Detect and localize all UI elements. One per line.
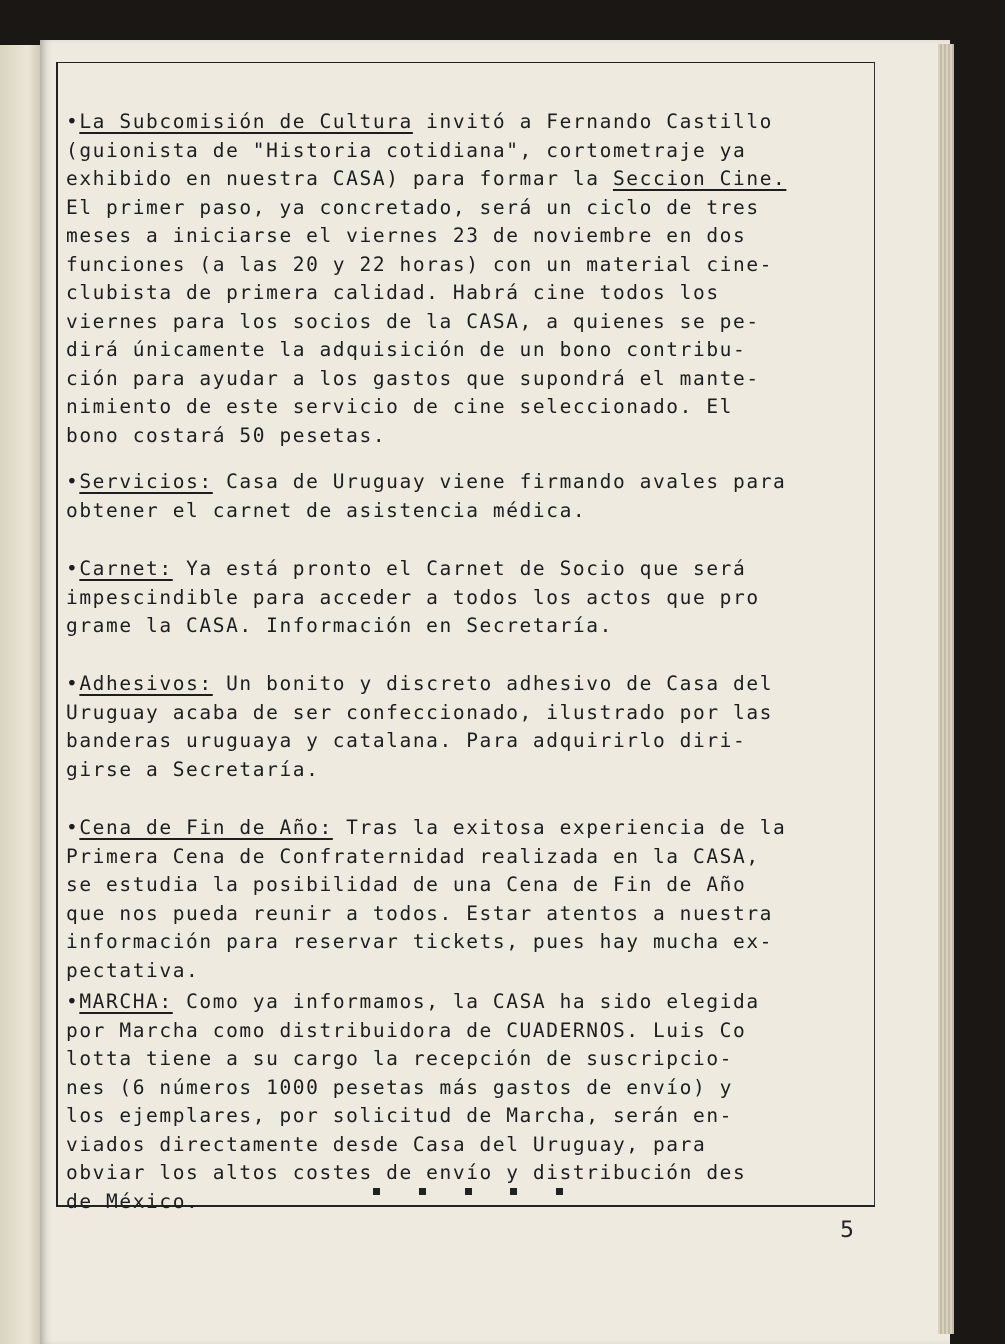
heading-carnet: Carnet:: [79, 557, 173, 580]
line: exhibido en nuestra CASA) para formar la: [66, 167, 613, 190]
line: (guionista de "Historia cotidiana", cortometraje ya: [66, 138, 747, 162]
line: Primera Cena de Confraternidad realizada en la CASA,: [66, 844, 760, 868]
line: invitó a Fernando Castillo: [412, 110, 774, 133]
bullet: •: [66, 110, 80, 133]
line: viernes para los socios de la CASA, a quienes se pe-: [66, 309, 760, 333]
square-dot-icon: [465, 1188, 472, 1195]
line: nes (6 números 1000 pesetas más gastos de envío) y: [66, 1075, 733, 1099]
square-dot-icon: [373, 1188, 380, 1195]
paragraph-servicios: [66, 468, 866, 525]
line: obviar los altos costes de envío y distribución des: [66, 1161, 747, 1184]
line: Como ya informamos, la CASA ha sido elegida: [172, 990, 760, 1013]
line: girse a Secretaría.: [66, 757, 320, 781]
heading-cultura: La Subcomisión de Cultura: [79, 110, 413, 133]
square-dot-icon: [510, 1188, 517, 1195]
bullet: •: [66, 672, 80, 695]
line: viados directamente desde Casa del Uruguay, para: [66, 1132, 707, 1156]
line: banderas uruguaya y catalana. Para adquirirlo diri-: [66, 729, 747, 752]
heading-cena: Cena de Fin de Año:: [79, 816, 333, 839]
line: pectativa.: [66, 958, 200, 982]
paragraph-marcha: [66, 988, 866, 1216]
line: información para reservar tickets, pues hay mucha ex-: [66, 930, 774, 953]
heading-servicios: Servicios:: [79, 470, 213, 493]
line: los ejemplares, por solicitud de Marcha, serán en-: [66, 1104, 733, 1127]
bullet: •: [66, 470, 80, 493]
line: Tras la exitosa experiencia de la: [332, 816, 787, 839]
line: bono costará 50 pesetas.: [66, 423, 387, 447]
bullet: •: [66, 557, 80, 580]
square-dot-icon: [556, 1188, 563, 1195]
bullet: •: [66, 990, 80, 1013]
bullet: •: [66, 816, 80, 839]
paragraph-cultura: [66, 108, 866, 450]
line: Ya está pronto el Carnet de Socio que será: [172, 557, 747, 580]
line: que nos pueda reunir a todos. Estar atentos a nuestra: [66, 901, 774, 925]
facing-page-edge: [0, 45, 40, 1344]
paragraph-adhesivos: [66, 670, 866, 784]
line: funciones (a las 20 y 22 horas) con un material cine-: [66, 252, 774, 276]
heading-marcha: MARCHA:: [79, 990, 173, 1013]
seccion-cine-link: Seccion Cine.: [612, 167, 787, 190]
line: lotta tiene a su cargo la recepción de suscripcio-: [66, 1047, 733, 1070]
line: por Marcha como distribuidora de CUADERNOS. Luis Co: [66, 1018, 747, 1042]
line: Uruguay acaba de ser confeccionado, ilustrado por las: [66, 700, 774, 724]
line: Casa de Uruguay viene firmando avales para: [212, 470, 787, 493]
page-number: 5: [840, 1218, 854, 1243]
line: dirá únicamente la adquisición de un bono contribu-: [66, 338, 747, 361]
line: impescindible para acceder a todos los actos que pro: [66, 585, 760, 609]
line: de México.: [66, 1189, 200, 1213]
line: Un bonito y discreto adhesivo de Casa del: [212, 672, 774, 695]
line: nimiento de este servicio de cine seleccionado. El: [66, 395, 733, 418]
line: obtener el carnet de asistencia médica.: [66, 498, 587, 522]
line: El primer paso, ya concretado, será un ciclo de tres: [66, 195, 760, 219]
page-stack-edge: [938, 44, 954, 1334]
line: clubista de primera calidad. Habrá cine todos los: [66, 281, 720, 304]
paragraph-carnet: [66, 555, 866, 641]
line: ción para ayudar a los gastos que supondrá el mante-: [66, 366, 760, 390]
end-dots: [373, 1188, 563, 1195]
line: meses a iniciarse el viernes 23 de noviembre en dos: [66, 224, 747, 247]
heading-adhesivos: Adhesivos:: [79, 672, 213, 695]
line: grame la CASA. Información en Secretaría.: [66, 614, 613, 637]
paragraph-cena: [66, 814, 866, 985]
square-dot-icon: [419, 1188, 426, 1195]
line: se estudia la posibilidad de una Cena de Fin de Año: [66, 873, 747, 896]
